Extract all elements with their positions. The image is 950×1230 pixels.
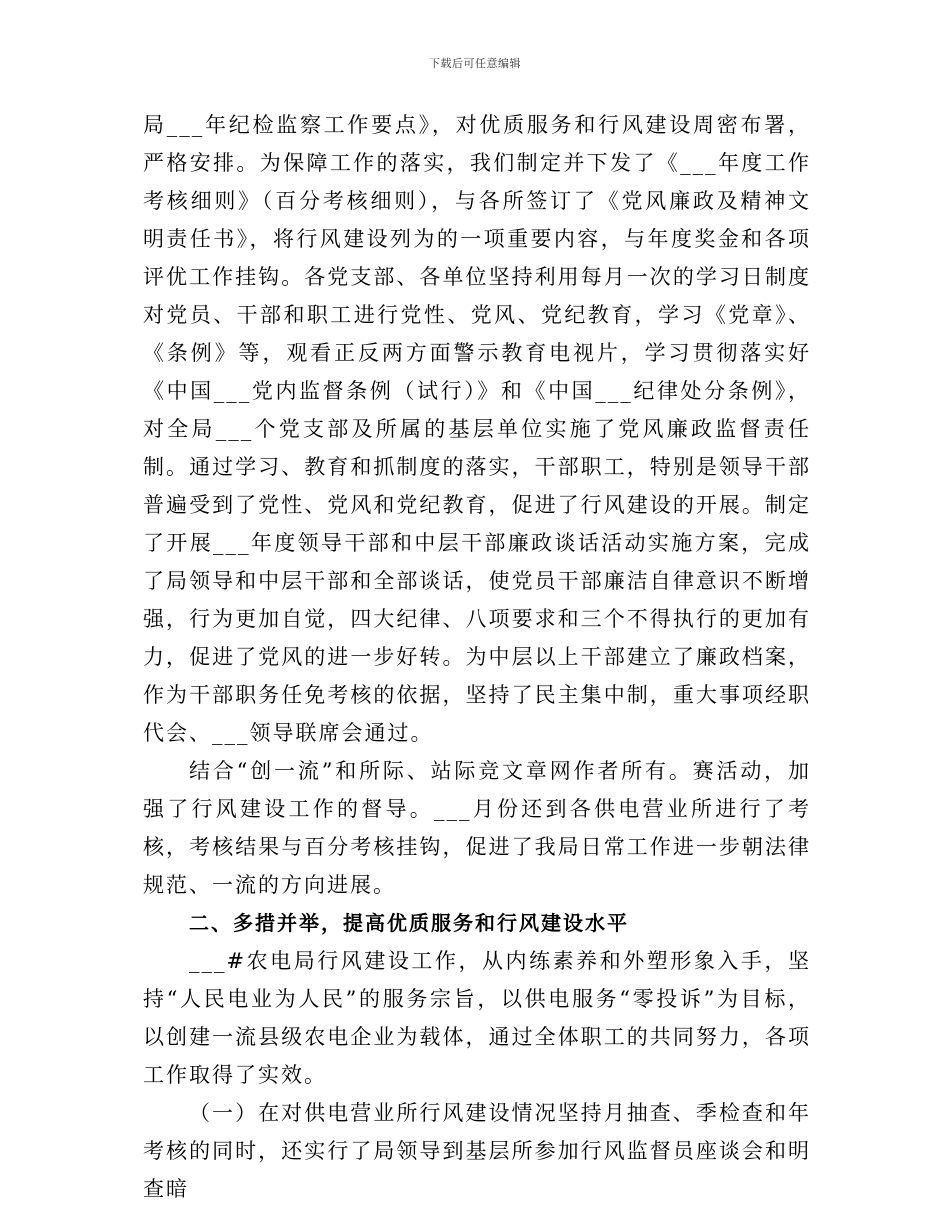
paragraph-2: 结合“创一流”和所际、站际竞文章网作者所有。赛活动，加强了行风建设工作的督导。___月份还到各供电营业所进行了考核，考核结果与百分考核挂钩，促进了我局日常工作进一步朝法律规范、一流的方向进展。 bbox=[143, 759, 811, 897]
paragraph-4: （一）在对供电营业所行风建设情况坚持月抽查、季检查和年考核的同时，还实行了局领导到基层所参加行风监督员座谈会和明查暗 bbox=[143, 1101, 811, 1201]
paragraph-1: 局___年纪检监察工作要点》，对优质服务和行风建设周密布署，严格安排。为保障工作的落实，我们制定并下发了《___年度工作考核细则》（百分考核细则），与各所签订了《党风廉政及精神文明责任书》，将行风建设列为的一项重要内容，与年度奖金和各项评优工作挂钩。各党支部、各单位坚持利用每月一次的学习日制度对党员、干部和职工进行党性、党风、党纪教育，学习《党章》、《条例》等，观看正反两方面警示教育电视片，学习贯彻落实好《中国___党内监督条例（试行）》和《中国___纪律处分条例》，对全局___个党支部及所属的基层单位实施了党风廉政监督责任制。通过学习、教育和抓制度的落实，干部职工，特别是领导干部普遍受到了党性、党风和党纪教育，促进了行风建设的开展。制定了开展___年度领导干部和中层干部廉政谈话活动实施方案，完成了局领导和中层干部和全部谈话，使党员干部廉洁自律意识不断增强，行为更加自觉，四大纪律、八项要求和三个不得执行的更加有力，促进了党风的进一步好转。为中层以上干部建立了廉政档案，作为干部职务任免考核的依据，坚持了民主集中制，重大事项经职代会、___领导联席会通过。 bbox=[143, 113, 811, 745]
document-body bbox=[143, 106, 811, 1208]
section-heading: 二、多措并举，提高优质服务和行风建设水平 bbox=[189, 911, 629, 935]
page-header-note: 下载后可任意编辑 bbox=[429, 57, 521, 70]
paragraph-3: ___#农电局行风建设工作，从内练素养和外塑形象入手，坚持“人民电业为人民”的服务宗旨，以供电服务“零投诉”为目标，以创建一流县级农电企业为载体，通过全体职工的共同努力，各项工作取得了实效。 bbox=[143, 949, 811, 1087]
